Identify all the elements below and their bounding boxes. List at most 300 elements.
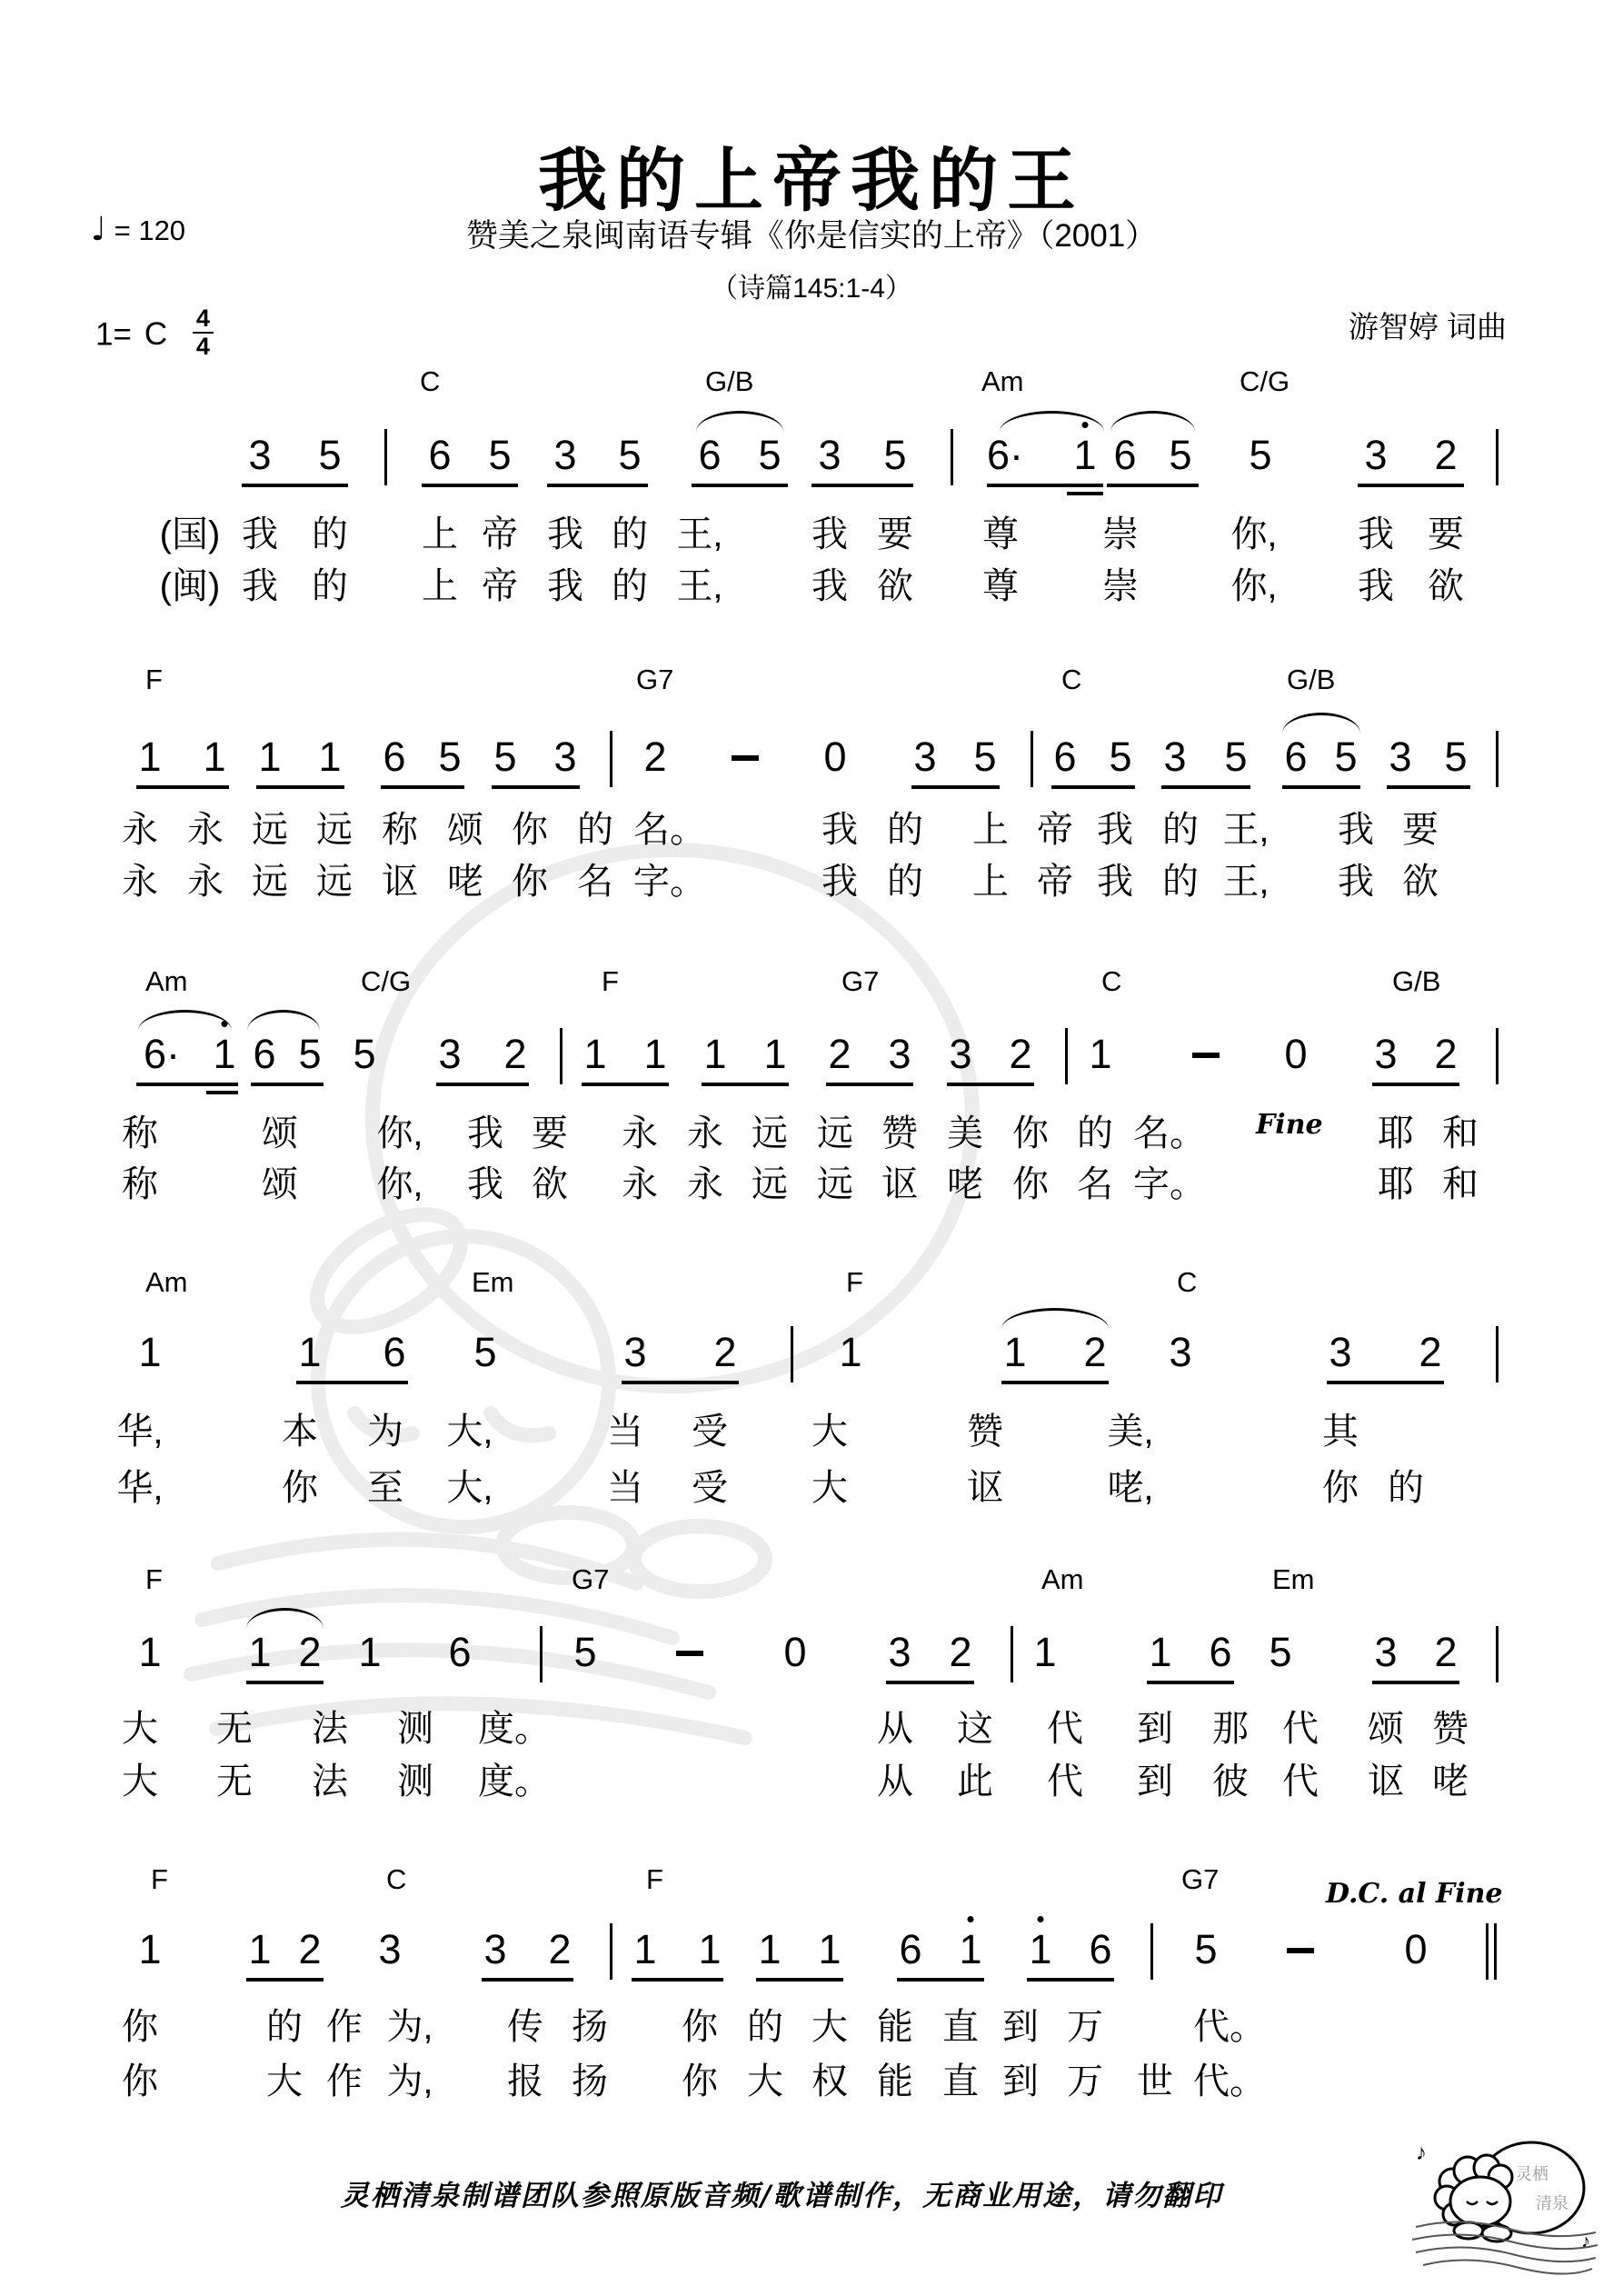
lyric-syllable: 王, <box>1222 862 1270 902</box>
lyric-syllable: 称 <box>122 1113 158 1153</box>
lyric-syllable: 上 <box>422 566 458 606</box>
lyric-syllable: 这 <box>957 1709 993 1749</box>
lyric-syllable: 我 <box>242 566 278 606</box>
lyric-syllable: 你 <box>512 862 548 902</box>
note-digit: 1 <box>1033 1629 1057 1675</box>
lyric-syllable: 世 <box>1137 2061 1173 2101</box>
lyric-syllable: 我 <box>821 810 858 850</box>
note-digit: 2 <box>298 1629 322 1675</box>
lyric-syllable: 美, <box>1107 1412 1154 1452</box>
scripture-reference: （诗篇145:1-4） <box>711 274 912 304</box>
note-digit: 6 <box>383 734 406 780</box>
eighth-beam <box>911 785 1000 789</box>
note-digit: 2 <box>713 1329 737 1375</box>
lyric-syllable: 欲 <box>1402 862 1439 902</box>
note-digit: 6 <box>448 1629 472 1675</box>
note-digit: 5 <box>488 432 512 478</box>
lyric-syllable: 到 <box>1002 2061 1039 2101</box>
barline <box>560 1028 563 1084</box>
lyric-syllable: 作 <box>326 2061 363 2101</box>
note-digit: 5 <box>883 432 907 478</box>
note-digit: 5 <box>1444 734 1468 780</box>
quarter-note-icon: ♩ <box>91 211 106 248</box>
lyric-syllable: 咾 <box>947 1164 983 1204</box>
lyric-syllable: 欲 <box>1428 566 1464 606</box>
lyric-syllable: 当 <box>607 1468 643 1508</box>
lyric-syllable: 能 <box>877 2007 913 2047</box>
lyric-syllable: 受 <box>692 1468 728 1508</box>
note-digit: 1 <box>1089 1031 1112 1077</box>
lyric-syllable: 永 <box>687 1164 723 1204</box>
lyric-syllable: 远 <box>817 1164 853 1204</box>
barline <box>1496 1326 1499 1383</box>
chord-label: Am <box>145 965 188 997</box>
lyric-syllable: 咾 <box>1432 1762 1469 1802</box>
lyric-syllable: 尊 <box>982 514 1019 554</box>
note-digit: 3 <box>818 432 841 478</box>
note-digit: 2 <box>643 734 667 780</box>
lyric-syllable: 你, <box>1230 514 1278 554</box>
lyric-syllable: 咾 <box>447 862 483 902</box>
lyric-syllable: 你 <box>282 1468 318 1508</box>
lyric-syllable: 代 <box>1047 1762 1083 1802</box>
logo-text-line2: 清泉 <box>1536 2194 1568 2212</box>
note-digit: 5 <box>573 1629 597 1675</box>
lyric-syllable: 我 <box>1338 810 1374 850</box>
lyric-syllable: 大 <box>266 2061 303 2101</box>
lyric-syllable: 我 <box>821 862 858 902</box>
note-digit: 3 <box>888 1031 911 1077</box>
lyric-syllable: 的 <box>1077 1113 1113 1153</box>
eighth-beam <box>256 785 344 789</box>
eighth-beam <box>812 484 913 487</box>
eighth-beam <box>492 785 580 789</box>
time-signature-top: 4 <box>193 305 214 334</box>
slur-arc <box>247 1010 320 1031</box>
chord-label: G/B <box>1287 664 1336 695</box>
chord-label: F <box>602 965 619 997</box>
note-digit: 5 <box>973 734 997 780</box>
note-digit: 2 <box>1083 1329 1107 1375</box>
note-digit: 1 <box>758 1926 782 1972</box>
note-digit: 6 <box>1284 734 1308 780</box>
eighth-beam <box>582 1083 669 1086</box>
eighth-beam <box>632 1978 723 1982</box>
note-digit: 2 <box>1434 1629 1458 1675</box>
lyric-syllable: 我 <box>1097 862 1133 902</box>
note-digit: 1 <box>138 734 162 780</box>
lyric-syllable: 颂 <box>447 810 483 850</box>
lyric-syllable: 我 <box>467 1164 503 1204</box>
held-note-dash <box>1192 1053 1220 1058</box>
lyric-syllable: 美 <box>947 1113 983 1153</box>
lyric-syllable: 帝 <box>1037 862 1073 902</box>
note-digit: 1 <box>298 1329 322 1375</box>
note-digit: 3 <box>438 1031 462 1077</box>
lyric-syllable: 大, <box>446 1412 493 1452</box>
barline <box>1031 731 1033 787</box>
lyric-syllable: 要 <box>1428 514 1464 554</box>
barline <box>1011 1626 1013 1682</box>
lyric-syllable: 无 <box>216 1709 253 1749</box>
eighth-beam <box>1282 785 1360 789</box>
lyric-syllable: 的 <box>266 2007 303 2047</box>
lyric-syllable: 远 <box>252 810 288 850</box>
time-signature-bottom: 4 <box>195 333 210 361</box>
note-digit: 5 <box>298 1031 322 1077</box>
lyric-syllable: 称 <box>122 1164 158 1204</box>
eighth-beam <box>242 484 348 487</box>
music-note-icon: ♪ <box>1416 2141 1427 2165</box>
note-digit: 3 <box>1163 734 1187 780</box>
lyric-syllable: 要 <box>877 514 913 554</box>
slur-arc <box>246 1608 324 1629</box>
lyric-syllable: 华, <box>116 1468 164 1508</box>
lyric-syllable: 你, <box>376 1113 423 1153</box>
lyric-syllable: 讴 <box>881 1164 918 1204</box>
note-digit: 3 <box>1329 1329 1352 1375</box>
barline <box>1496 1626 1499 1682</box>
lyric-syllable: 你 <box>682 2007 718 2047</box>
lyric-syllable: 名。 <box>1133 1113 1206 1153</box>
eighth-beam <box>1001 1381 1109 1384</box>
lyric-syllable: 大, <box>446 1468 493 1508</box>
note-digit: 3 <box>483 1926 507 1972</box>
chord-label: Am <box>981 365 1024 397</box>
lyric-syllable: 扬 <box>572 2061 608 2101</box>
lyric-syllable: 我 <box>1358 566 1394 606</box>
note-digit: 1 <box>818 1926 841 1972</box>
slur-arc <box>1282 713 1360 734</box>
note-digit: 1 <box>959 1926 982 1972</box>
note-digit: 2 <box>1434 1031 1458 1077</box>
lyric-syllable: 那 <box>1212 1709 1249 1749</box>
lyric-syllable: 远 <box>752 1164 788 1204</box>
note-digit: 3 <box>1364 432 1388 478</box>
lyric-syllable: 名 <box>577 862 613 902</box>
lyric-syllable: 彼 <box>1212 1762 1249 1802</box>
note-digit: 2 <box>1434 432 1458 478</box>
note-digit: 2 <box>298 1926 322 1972</box>
lyric-syllable: 至 <box>367 1468 403 1508</box>
lyric-syllable: 代 <box>1047 1709 1083 1749</box>
note-digit: 1 <box>1003 1329 1027 1375</box>
lyric-syllable: 尊 <box>982 566 1019 606</box>
note-digit: 2 <box>1009 1031 1032 1077</box>
lyric-syllable: 度。 <box>478 1709 551 1749</box>
lyric-syllable: 到 <box>1002 2007 1039 2047</box>
note-digit: 2 <box>503 1031 527 1077</box>
lyric-syllable: 的 <box>887 810 923 850</box>
chord-label: C <box>386 1863 407 1895</box>
chord-label: C <box>420 365 441 397</box>
note-digit: 5 <box>1194 1926 1218 1972</box>
note-digit: 3 <box>1169 1329 1192 1375</box>
lyric-syllable: 你 <box>1012 1113 1049 1153</box>
lyric-syllable: 王, <box>1222 810 1270 850</box>
chord-label: Am <box>145 1266 188 1298</box>
eighth-beam <box>136 1083 238 1086</box>
note-digit: 5 <box>758 432 782 478</box>
lyric-syllable: 和 <box>1442 1113 1479 1153</box>
note-digit: 3 <box>623 1329 647 1375</box>
slur-arc <box>1001 1308 1109 1329</box>
lyric-syllable: 我 <box>547 514 583 554</box>
lyric-syllable: 永 <box>187 862 224 902</box>
lyric-syllable: 到 <box>1137 1709 1173 1749</box>
note-digit: 0 <box>1284 1031 1308 1077</box>
slur-arc <box>1000 411 1104 432</box>
lyric-syllable: 赞 <box>967 1412 1003 1452</box>
note-digit: 3 <box>949 1031 972 1077</box>
lyric-syllable: 讴 <box>1368 1762 1404 1802</box>
lyric-syllable: 讴 <box>967 1468 1003 1508</box>
lyric-syllable: 你, <box>376 1164 423 1204</box>
held-note-dash <box>676 1651 703 1656</box>
key-value: C <box>144 316 168 353</box>
final-barline <box>1486 1923 1489 1980</box>
lyric-syllable: 你 <box>512 810 548 850</box>
note-digit: 1 <box>248 1629 272 1675</box>
note-digit: 1 <box>1149 1629 1172 1675</box>
lyric-syllable: 代。 <box>1193 2061 1266 2101</box>
chord-label: F <box>151 1863 168 1895</box>
lyric-syllable: 华, <box>116 1412 164 1452</box>
eighth-beam <box>136 785 229 789</box>
chord-label: G7 <box>841 965 880 997</box>
lyric-syllable: 测 <box>397 1709 433 1749</box>
note-digit: 6 <box>899 1926 922 1972</box>
note-digit: 2 <box>949 1629 972 1675</box>
chord-label: C/G <box>1240 365 1290 397</box>
footer-note: 灵栖清泉制谱团队参照原版音频/歌谱制作，无商业用途，请勿翻印 <box>340 2180 1223 2212</box>
note-digit: 1 <box>358 1629 382 1675</box>
lyric-syllable: 帝 <box>482 566 518 606</box>
note-digit: 6 <box>253 1031 276 1077</box>
lyric-syllable: 代。 <box>1193 2007 1266 2047</box>
note-digit: 5 <box>1169 432 1192 478</box>
lyric-syllable: 名 <box>1077 1164 1113 1204</box>
lyric-syllable: 为, <box>386 2007 433 2047</box>
eighth-beam <box>1372 1083 1459 1086</box>
chord-label: G/B <box>1392 965 1441 997</box>
lyric-syllable: 为 <box>367 1412 403 1452</box>
lyric-syllable: 远 <box>316 810 353 850</box>
lyric-syllable: 帝 <box>482 514 518 554</box>
note-digit: 2 <box>828 1031 851 1077</box>
lyric-syllable: 我 <box>1097 810 1133 850</box>
eighth-beam <box>296 1381 408 1384</box>
lyric-syllable: 报 <box>507 2061 543 2101</box>
note-digit: 5 <box>1334 734 1358 780</box>
chord-label: Am <box>1041 1563 1084 1595</box>
lyric-syllable: 永 <box>687 1113 723 1153</box>
held-note-dash <box>732 755 759 761</box>
note-digit: 5 <box>318 432 342 478</box>
chord-label: Em <box>1272 1563 1315 1595</box>
lyric-syllable: 无 <box>216 1762 253 1802</box>
lyric-syllable: 受 <box>692 1412 728 1452</box>
barline <box>1496 1028 1499 1084</box>
barline <box>540 1626 543 1682</box>
sixteenth-beam <box>206 1091 238 1094</box>
lyric-syllable: 颂 <box>1368 1709 1404 1749</box>
lyric-syllable: 度。 <box>478 1762 551 1802</box>
lyric-syllable: 上 <box>972 810 1009 850</box>
lyric-syllable: 法 <box>312 1709 348 1749</box>
note-digit: 3 <box>553 432 577 478</box>
note-digit: 2 <box>548 1926 572 1972</box>
barline <box>951 429 953 485</box>
lyric-syllable: 的 <box>612 566 648 606</box>
chord-label: C <box>1101 965 1122 997</box>
eighth-beam <box>251 1083 324 1086</box>
note-digit: 5 <box>438 734 462 780</box>
barline <box>1496 429 1499 485</box>
sixteenth-beam <box>1067 492 1103 495</box>
lyric-syllable: 欲 <box>532 1164 568 1204</box>
note-digit: 6· <box>986 432 1024 478</box>
barline <box>791 1326 793 1383</box>
lyric-syllable: (闽) <box>159 566 221 606</box>
lyric-syllable: 名。 <box>633 810 706 850</box>
note-digit: 5 <box>353 1031 376 1077</box>
eighth-beam <box>1107 484 1199 487</box>
chord-label: C <box>1177 1266 1198 1298</box>
lyric-syllable: 永 <box>122 862 158 902</box>
eighth-beam <box>702 1083 789 1086</box>
lyric-syllable: 法 <box>312 1762 348 1802</box>
lyric-syllable: 其 <box>1322 1412 1359 1452</box>
barline <box>610 1923 612 1980</box>
note-digit: 0 <box>823 734 847 780</box>
lyric-syllable: 的 <box>1162 862 1199 902</box>
barline <box>1065 1028 1068 1084</box>
chord-label: F <box>145 664 163 695</box>
note-digit: 0 <box>1404 1926 1428 1972</box>
note-digit: 1 <box>763 1031 787 1077</box>
eighth-beam <box>1027 1978 1114 1982</box>
lyric-syllable: 传 <box>507 2007 543 2047</box>
note-digit: 3 <box>1374 1629 1398 1675</box>
note-digit: 6 <box>698 432 722 478</box>
note-digit: 3 <box>1389 734 1412 780</box>
lyric-syllable: 大 <box>747 2061 783 2101</box>
tempo-value: = 120 <box>114 215 186 246</box>
lyric-syllable: 字。 <box>1133 1164 1206 1204</box>
lyric-syllable: 永 <box>622 1113 658 1153</box>
lyric-syllable: 我 <box>1358 514 1394 554</box>
note-digit: 1 <box>213 1031 236 1077</box>
note-digit: 3 <box>248 432 272 478</box>
lyric-syllable: 王, <box>676 566 723 606</box>
eighth-beam <box>246 1681 324 1684</box>
key-label: 1= <box>95 316 132 353</box>
note-digit: 1 <box>138 1926 162 1972</box>
lyric-syllable: 你 <box>1322 1468 1359 1508</box>
eighth-beam <box>1161 785 1250 789</box>
eighth-beam <box>246 1978 324 1982</box>
chord-label: G7 <box>572 1563 610 1595</box>
note-digit: 6 <box>383 1329 406 1375</box>
lyric-syllable: 直 <box>942 2007 979 2047</box>
lyric-syllable: 万 <box>1067 2007 1103 2047</box>
note-digit: 1 <box>258 734 282 780</box>
lyric-syllable: 作 <box>326 2007 363 2047</box>
lyric-syllable: 我 <box>812 566 848 606</box>
note-digit: 6 <box>428 432 452 478</box>
barline <box>1496 731 1499 787</box>
barline <box>384 429 387 485</box>
octave-dot <box>1038 1916 1044 1922</box>
lyric-syllable: 从 <box>877 1709 913 1749</box>
chord-label: F <box>846 1266 863 1298</box>
eighth-beam <box>756 1978 843 1982</box>
lyric-syllable: 永 <box>622 1164 658 1204</box>
note-digit: 1 <box>643 1031 667 1077</box>
note-digit: 1 <box>203 734 226 780</box>
lyric-syllable: 耶 <box>1378 1113 1414 1153</box>
lyric-syllable: 帝 <box>1037 810 1073 850</box>
note-digit: 5 <box>1249 432 1272 478</box>
lyric-syllable: 从 <box>877 1762 913 1802</box>
lyric-syllable: 上 <box>972 862 1009 902</box>
note-digit: 6 <box>1053 734 1077 780</box>
music-note-icon: ♪ <box>1581 2231 1590 2251</box>
lyric-syllable: 的 <box>1162 810 1199 850</box>
eighth-beam <box>1147 1681 1234 1684</box>
lyric-syllable: 到 <box>1137 1762 1173 1802</box>
final-barline <box>1494 1923 1497 1980</box>
note-digit: 1 <box>318 734 342 780</box>
note-digit: 3 <box>378 1926 402 1972</box>
lyric-syllable: 要 <box>1402 810 1439 850</box>
lyric-syllable: 称 <box>382 810 418 850</box>
lyric-syllable: 你 <box>1012 1164 1049 1204</box>
lyric-syllable: 的 <box>612 514 648 554</box>
lyric-syllable: 赞 <box>1432 1709 1469 1749</box>
lyric-syllable: 远 <box>752 1113 788 1153</box>
note-digit: 2 <box>1419 1329 1442 1375</box>
note-digit: 1 <box>138 1629 162 1675</box>
note-digit: 6 <box>1113 432 1137 478</box>
slur-arc <box>138 1010 232 1031</box>
album-subtitle: 赞美之泉闽南语专辑《你是信实的上帝》（2001） <box>465 218 1158 254</box>
lyric-syllable: 我 <box>1338 862 1374 902</box>
chord-label: F <box>145 1563 163 1595</box>
lyric-syllable: 能 <box>877 2061 913 2101</box>
lyric-syllable: 我 <box>812 514 848 554</box>
lyric-syllable: 耶 <box>1378 1164 1414 1204</box>
note-digit: 5 <box>1109 734 1132 780</box>
dc-al-fine-marker: D.C. al Fine <box>1326 1878 1503 1910</box>
eighth-beam <box>1358 484 1464 487</box>
lyric-syllable: 的 <box>747 2007 783 2047</box>
note-digit: 5 <box>473 1329 497 1375</box>
eighth-beam <box>1051 785 1135 789</box>
lyric-syllable: 大 <box>812 1412 848 1452</box>
eighth-beam <box>1327 1381 1444 1384</box>
lyric-syllable: 要 <box>532 1113 568 1153</box>
lyric-syllable: 崇 <box>1102 514 1139 554</box>
note-digit: 6 <box>1089 1926 1112 1972</box>
note-digit: 5 <box>618 432 642 478</box>
lyric-syllable: 颂 <box>262 1164 298 1204</box>
eighth-beam <box>692 484 788 487</box>
note-digit: 0 <box>783 1629 807 1675</box>
held-note-dash <box>1287 1948 1314 1953</box>
eighth-beam <box>482 1978 573 1982</box>
